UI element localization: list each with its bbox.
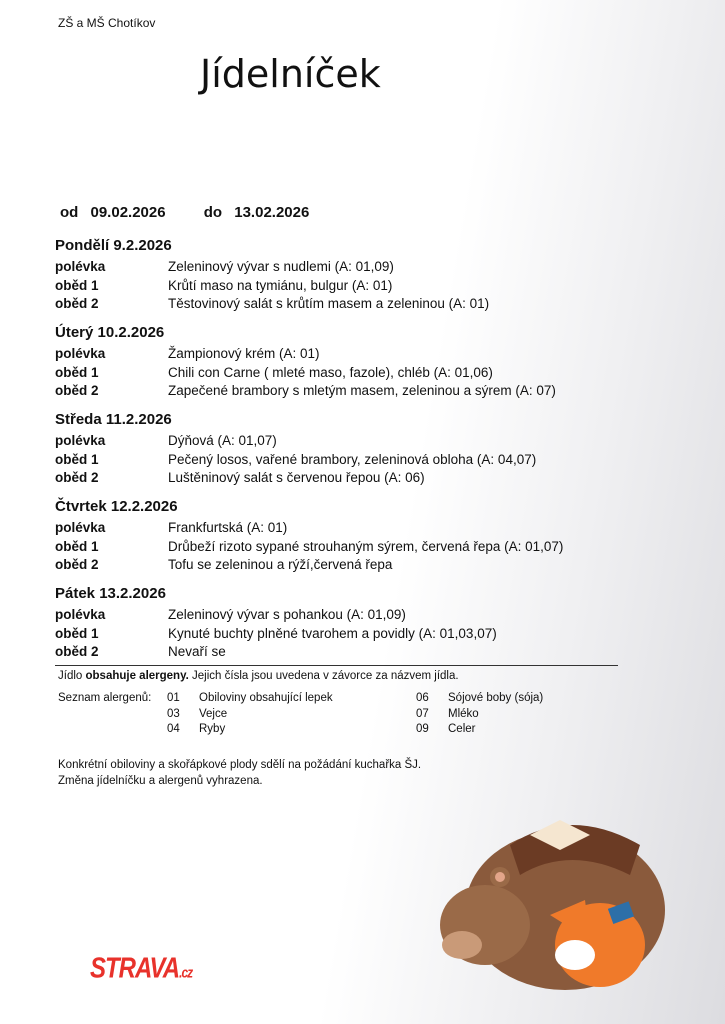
meal-dish: Kynuté buchty plněné tvarohem a povidly (A: 01,03,07) — [168, 625, 497, 641]
allergen-code: 06 — [416, 692, 429, 704]
to-label: do — [203, 204, 223, 221]
day-heading: Pátek 13.2.2026 — [55, 585, 166, 602]
allergen-name: Vejce — [199, 707, 228, 720]
meal-dish: Zapečené brambory s mletým masem, zeleninou a sýrem (A: 07) — [168, 383, 556, 398]
allergen-name: Obiloviny obsahující lepek — [199, 692, 333, 704]
day-heading: Úterý 10.2.2026 — [55, 324, 165, 341]
footer-line: Konkrétní obiloviny a skořápkové plody sdělí na požádání kuchařka ŠJ. — [58, 759, 422, 771]
allergen-code: 09 — [416, 723, 429, 735]
note-bold: obsahuje alergeny. — [85, 670, 189, 682]
meal-row — [55, 296, 620, 315]
meal-row — [55, 278, 620, 297]
allergen-item — [167, 692, 333, 704]
day-section — [55, 237, 620, 315]
from-label: od — [60, 204, 79, 221]
meal-row — [55, 520, 620, 539]
divider — [55, 665, 618, 666]
day-section — [55, 411, 620, 489]
meal-dish: Zeleninový vývar s nudlemi (A: 01,09) — [168, 259, 394, 274]
allergen-code: 03 — [167, 707, 180, 720]
allergen-name: Ryby — [199, 723, 226, 735]
logo-text: STRAVA — [90, 952, 180, 985]
meal-dish: Luštěninový salát s červenou řepou (A: 06) — [168, 470, 425, 485]
logo-tld: .cz — [179, 964, 193, 981]
allergen-code: 01 — [167, 692, 180, 704]
page-title: Jídelníček — [200, 52, 381, 96]
allergen-item — [167, 708, 227, 720]
allergen-item — [416, 723, 475, 735]
day-heading: Pondělí 9.2.2026 — [55, 237, 172, 254]
meal-dish: Krůtí maso na tymiánu, bulgur (A: 01) — [168, 277, 393, 293]
meal-row — [55, 365, 620, 384]
meal-type: polévka — [55, 259, 106, 274]
meal-dish: Zeleninový vývar s pohankou (A: 01,09) — [168, 607, 406, 622]
to-date: 13.02.2026 — [234, 204, 310, 221]
meal-row — [55, 470, 620, 489]
meal-type: oběd 2 — [55, 296, 99, 311]
meal-dish: Chili con Carne ( mleté maso, fazole), chléb (A: 01,06) — [168, 364, 493, 380]
meal-type: polévka — [55, 433, 106, 448]
meal-type: oběd 1 — [55, 625, 99, 641]
meal-type: polévka — [55, 607, 106, 622]
day-section — [55, 324, 620, 402]
allergen-note — [58, 670, 459, 682]
meal-row — [55, 607, 620, 626]
bear-fox-illustration — [440, 805, 670, 1005]
meal-dish: Frankfurtská (A: 01) — [168, 520, 288, 535]
allergen-name: Celer — [448, 723, 476, 735]
date-range — [60, 204, 317, 221]
allergen-name: Sójové boby (sója) — [448, 692, 544, 704]
allergen-list-label: Seznam alergenů: — [58, 692, 152, 704]
day-section — [55, 498, 620, 576]
meal-row — [55, 539, 620, 558]
footer-line: Změna jídelníčku a alergenů vyhrazena. — [58, 775, 263, 787]
note-text: Jejich čísla jsou uvedena v závorce za názvem jídla. — [188, 670, 459, 682]
meal-dish: Dýňová (A: 01,07) — [168, 433, 277, 448]
allergen-name: Mléko — [448, 707, 479, 720]
day-heading: Středa 11.2.2026 — [55, 411, 172, 428]
allergen-item — [416, 708, 479, 720]
meal-row — [55, 557, 620, 576]
meal-dish: Nevaří se — [168, 644, 226, 659]
meal-type: oběd 1 — [55, 277, 99, 293]
meal-type: oběd 2 — [55, 470, 99, 485]
meal-row — [55, 346, 620, 365]
meal-row — [55, 433, 620, 452]
allergen-item — [416, 692, 543, 704]
meal-type: oběd 1 — [55, 538, 99, 554]
allergen-code: 04 — [167, 723, 180, 735]
meal-dish: Žampionový krém (A: 01) — [168, 346, 320, 361]
meal-type: oběd 2 — [55, 644, 99, 659]
meal-row — [55, 644, 620, 663]
meal-type: polévka — [55, 346, 106, 361]
meal-dish: Tofu se zeleninou a rýží,červená řepa — [168, 557, 393, 572]
footer-notes — [58, 757, 421, 789]
meal-dish: Drůbeží rizoto sypané strouhaným sýrem, červená řepa (A: 01,07) — [168, 538, 564, 554]
meal-dish: Pečený losos, vařené brambory, zeleninová obloha (A: 04,07) — [168, 451, 537, 467]
meal-type: oběd 1 — [55, 451, 99, 467]
day-heading: Čtvrtek 12.2.2026 — [55, 498, 178, 515]
meal-type: polévka — [55, 520, 106, 535]
allergen-item — [167, 723, 225, 735]
meal-row — [55, 259, 620, 278]
allergen-code: 07 — [416, 707, 429, 720]
meal-dish: Těstovinový salát s krůtím masem a zeleninou (A: 01) — [168, 296, 490, 311]
meal-row — [55, 626, 620, 645]
meal-type: oběd 1 — [55, 364, 99, 380]
from-date: 09.02.2026 — [90, 204, 166, 221]
school-name: ZŠ a MŠ Chotíkov — [58, 16, 156, 30]
meal-type: oběd 2 — [55, 383, 99, 398]
meal-row — [55, 452, 620, 471]
note-text: Jídlo — [58, 670, 86, 682]
day-section — [55, 585, 620, 663]
strava-logo — [90, 952, 192, 986]
meal-row — [55, 383, 620, 402]
meal-type: oběd 2 — [55, 557, 99, 572]
